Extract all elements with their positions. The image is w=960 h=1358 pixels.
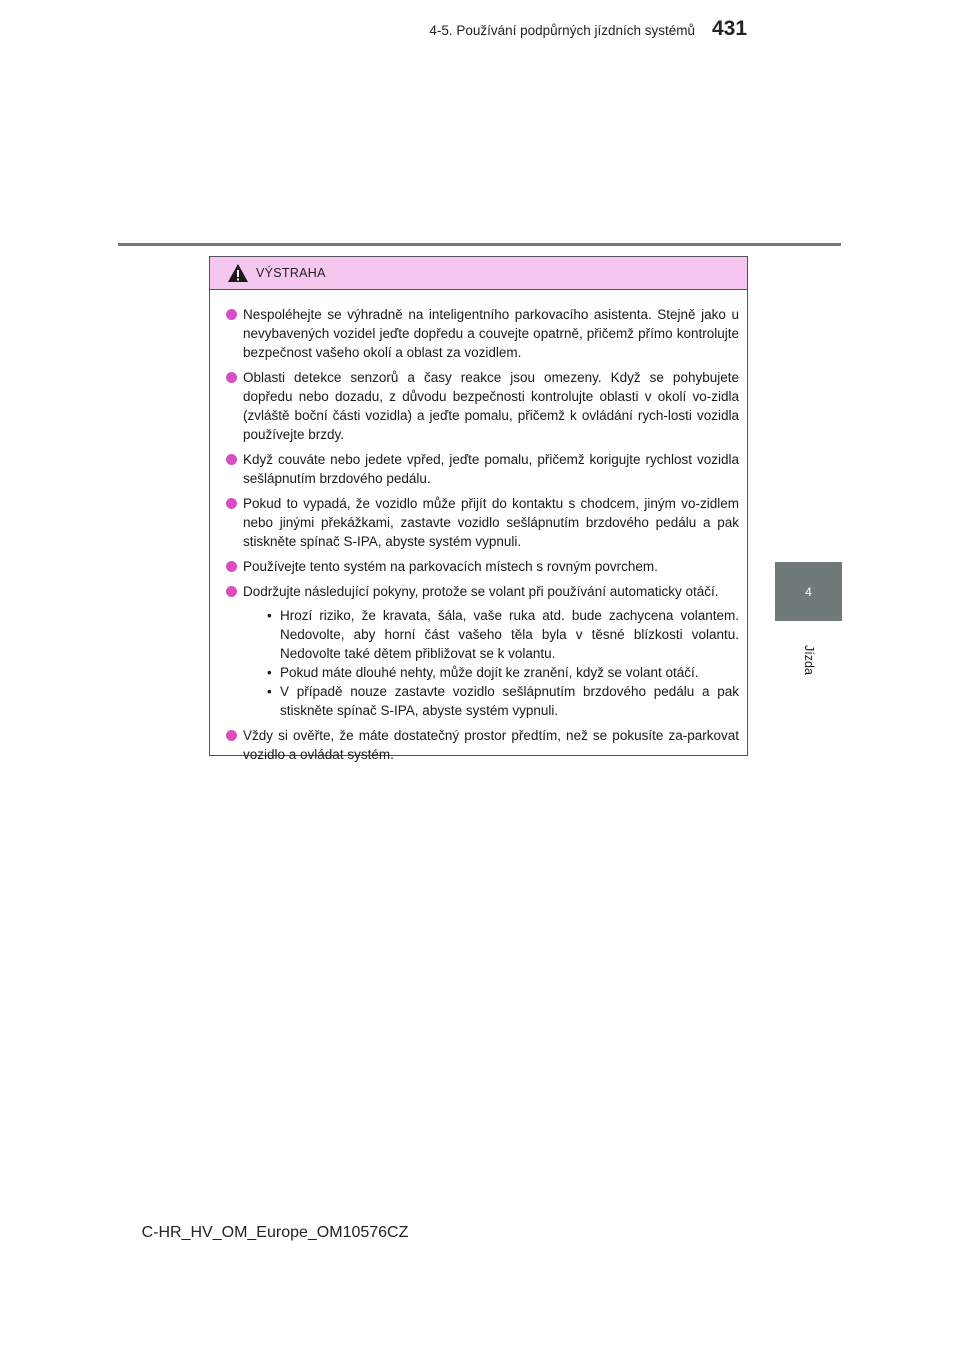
- header-divider: [118, 243, 841, 246]
- sub-list-item: [267, 663, 739, 682]
- warning-item: [226, 305, 739, 362]
- bullet-dot-icon: [226, 498, 237, 509]
- warning-item: [226, 582, 739, 720]
- warning-item-text: Oblasti detekce senzorů a časy reakce jsou omezeny. Když se pohybujete dopředu nebo dozadu, z důvodu bezpečnosti kontrolujte oblasti v okolí vo-zidla (zvláště boční části vozidla) a jeďte pomalu, přičemž k ovládání rych-losti vozidla používejte brzdy.: [243, 370, 739, 442]
- warning-body: [210, 290, 747, 764]
- sub-list-item-text: Hrozí riziko, že kravata, šála, vaše ruka atd. bude zachycena volantem. Nedovolte, aby horní část vašeho těla byla v těsné blízkosti volantu. Nedovolte také dětem přibližovat se k volantu.: [280, 608, 739, 661]
- warning-item-text: Používejte tento systém na parkovacích místech s rovným povrchem.: [243, 559, 658, 574]
- warning-title: VÝSTRAHA: [256, 266, 326, 280]
- bullet-dot-icon: [226, 372, 237, 383]
- sub-list-item-text: V případě nouze zastavte vozidlo sešlápnutím brzdového pedálu a pak stiskněte spínač S-IPA, abyste systém vypnuli.: [280, 684, 739, 718]
- warning-box: [209, 256, 748, 762]
- bullet-dot-icon: [226, 561, 237, 572]
- bullet-dot-icon: [226, 309, 237, 320]
- warning-item: [226, 726, 739, 764]
- document-code: C-HR_HV_OM_Europe_OM10576CZ: [141, 1224, 409, 1241]
- sub-bullet-mark: •: [267, 684, 272, 699]
- warning-item: [226, 450, 739, 488]
- chapter-label: [795, 630, 823, 690]
- chapter-label-text: Jízda: [802, 645, 817, 675]
- warning-header: [210, 257, 747, 290]
- warning-item: [226, 557, 739, 576]
- page-number: 431: [712, 17, 748, 40]
- warning-item-text: Dodržujte následující pokyny, protože se volant při používání automaticky otáčí.: [243, 584, 719, 599]
- sub-bullet-mark: •: [267, 608, 272, 623]
- sub-list: [243, 606, 739, 720]
- warning-item: [226, 368, 739, 444]
- sub-list-item: [267, 606, 739, 663]
- sub-list-item: [267, 682, 739, 720]
- warning-item-text: Pokud to vypadá, že vozidlo může přijít do kontaktu s chodcem, jiným vo-zidlem nebo jinými překážkami, zastavte vozidlo sešlápnutím brzdového pedálu a pak stiskněte spínač S-IPA, abyste systém vypnuli.: [243, 496, 739, 549]
- warning-triangle-icon: [227, 263, 249, 283]
- sub-list-item-text: Pokud máte dlouhé nehty, může dojít ke zranění, když se volant otáčí.: [280, 665, 699, 680]
- bullet-dot-icon: [226, 454, 237, 465]
- warning-item-text: Vždy si ověřte, že máte dostatečný prostor předtím, než se pokusíte za-parkovat vozidlo a ovládat systém.: [243, 728, 739, 762]
- chapter-tab: [775, 562, 842, 621]
- warning-item: [226, 494, 739, 551]
- bullet-dot-icon: [226, 586, 237, 597]
- warning-item-text: Nespoléhejte se výhradně na inteligentního parkovacího asistenta. Stejně jako u nevybavených vozidel jeďte dopředu a couvejte opatrně, přičemž přímo kontrolujte bezpečnost vašeho okolí a oblast za vozidlem.: [243, 307, 739, 360]
- sub-bullet-mark: •: [267, 665, 272, 680]
- section-title: 4-5. Používání podpůrných jízdních systémů: [429, 23, 695, 38]
- chapter-number: 4: [805, 584, 812, 599]
- bullet-dot-icon: [226, 730, 237, 741]
- warning-item-text: Když couváte nebo jedete vpřed, jeďte pomalu, přičemž korigujte rychlost vozidla sešlápnutím brzdového pedálu.: [243, 452, 739, 486]
